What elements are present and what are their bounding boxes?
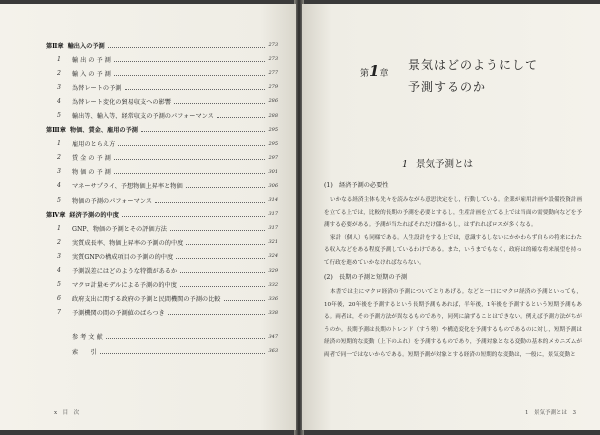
toc-number: 5 (57, 281, 61, 289)
toc-leader-dots (108, 47, 266, 48)
toc-leader-dots (168, 314, 266, 315)
toc-page-number: 273 (268, 42, 278, 49)
toc-title: 為替レートの予測 (72, 84, 122, 92)
toc-item-row (46, 221, 278, 235)
toc-leader-dots (141, 131, 265, 132)
toc-number: 1 (57, 140, 61, 148)
toc-item-row (46, 165, 278, 179)
toc-page-number: 295 (268, 140, 278, 147)
toc-item-row (46, 278, 278, 292)
chapter-title (408, 54, 538, 98)
toc-title: 賃 金 の 予 測 (72, 155, 111, 163)
section-number: 1 (402, 159, 409, 170)
toc-leader-dots (114, 173, 266, 174)
paragraph: いかなる経済主体も先々を読みながら意思決定をし，行動している。企業が雇用計画や設備投資計画を立てる上では，比較的長期の予測を必要とするし，生産計画を立てる上では当面の需要動向などを予測する必要がある。予測が当たればそれだけ儲かるし，はずれればロスが多くなる。 (324, 197, 582, 229)
toc-page-number: 321 (268, 239, 278, 246)
toc-leader-dots (114, 75, 266, 76)
toc-leader-dots (125, 89, 266, 90)
toc-title: 物 価 の 予 測 (72, 169, 111, 177)
toc-leader-dots (176, 258, 265, 259)
toc-item-row (46, 108, 278, 122)
toc-leader-dots (174, 103, 265, 104)
right-page-footer: 1 景気予測とは 3 (525, 410, 576, 416)
left-page-footer: x 目 次 (54, 410, 80, 416)
toc-title: 輸 入 の 予 測 (72, 70, 111, 78)
toc-number: 第Ⅲ章 (46, 127, 66, 135)
toc-item-row (46, 179, 278, 193)
toc-page-number: 324 (268, 253, 278, 260)
toc-title: 経済予測の的中度 (69, 211, 119, 219)
toc-leader-dots (186, 244, 265, 245)
toc-title: 雇用のとらえ方 (72, 141, 116, 149)
toc-item-row (46, 151, 278, 165)
toc-page-number: 314 (268, 197, 278, 204)
chapter-label-prefix: 第 (360, 69, 370, 79)
toc-number: 5 (57, 112, 61, 120)
toc-leader-dots (114, 159, 266, 160)
toc-number: 3 (57, 252, 61, 260)
toc-title: 政府支出に関する政府の予測と民間機関の予測の比較 (72, 296, 221, 304)
toc-item-row (46, 292, 278, 306)
toc-page-number: 336 (268, 295, 278, 302)
section-title-text: 景気予測とは (416, 159, 474, 170)
section-title (402, 156, 473, 170)
body-text-2 (324, 286, 582, 362)
toc-leader-dots (114, 61, 266, 62)
toc-item-row (46, 306, 278, 320)
toc-number: 4 (57, 182, 61, 190)
toc-leader-dots (122, 216, 266, 217)
toc-chapter-row (46, 207, 278, 221)
toc-item-row (46, 235, 278, 249)
toc-number: 1 (57, 55, 61, 63)
toc-number: 4 (57, 267, 61, 275)
toc-title: マクロ計量モデルによる予測の的中度 (72, 282, 177, 290)
toc-page-number: 347 (268, 333, 278, 340)
toc-leader-dots (180, 272, 265, 273)
toc-item-row (46, 94, 278, 108)
toc-item-row (46, 66, 278, 80)
toc-page-number: 301 (268, 168, 278, 175)
table-of-contents (46, 38, 278, 358)
chapter-title-line1: 景気はどのようにして (408, 58, 539, 72)
toc-page-number: 317 (268, 225, 278, 232)
toc-title: 索 引 (72, 348, 97, 356)
toc-chapter-row (46, 38, 278, 52)
toc-leader-dots (106, 338, 266, 339)
body-text-1 (324, 194, 582, 270)
toc-number: 7 (57, 309, 61, 317)
toc-page-number: 306 (268, 182, 278, 189)
toc-number: 2 (57, 154, 61, 162)
toc-number: 3 (57, 83, 61, 91)
toc-leader-dots (170, 230, 265, 231)
toc-item-row (46, 264, 278, 278)
toc-number: 第Ⅳ章 (46, 211, 66, 219)
toc-title: 実質GNPの構成項目の予測の的中度 (72, 253, 174, 261)
toc-spacer (46, 320, 278, 330)
toc-title: 実質成長率、物価上昇率の予測の的中度 (72, 239, 184, 247)
toc-title: マネーサプライ、予想物価上昇率と物価 (72, 183, 183, 191)
toc-number: 3 (57, 168, 61, 176)
toc-page-number: 338 (268, 309, 278, 316)
toc-item-row (46, 344, 278, 358)
toc-title: GNP、物価の予測とその評価方法 (72, 225, 167, 233)
toc-title: 輸出等、輸入等、経常収支の予測のパフォーマンス (72, 113, 214, 121)
chapter-title-line2: 予測するのか (408, 80, 487, 94)
toc-leader-dots (100, 353, 266, 354)
toc-number: 6 (57, 295, 61, 303)
toc-item-row (46, 330, 278, 344)
toc-page-number: 277 (268, 70, 278, 77)
toc-title: 輸 出 の 予 測 (72, 56, 111, 64)
toc-leader-dots (186, 187, 266, 188)
toc-number: 2 (57, 69, 61, 77)
toc-title: 輸出入の予測 (67, 42, 105, 50)
toc-title: 為替レート変化の貿易収支への影響 (72, 98, 171, 106)
toc-title: 物価、賃金、雇用の予測 (69, 127, 138, 135)
chapter-label (360, 62, 388, 80)
chapter-number: 1 (369, 62, 380, 80)
paragraph: 本書では主にマクロ経済の予測についてとりあげる。などと一口にマクロ経済の予測といっても，10年後，20年後を予測するという長期予測もあれば，半年後，1年後を予測するという短期予測もある。両者は，その予測方法が異なるものであり，同列に論ずることはできない。例えば予測方法がちがうのか。長期予測は長期のトレンド（すう勢）や構造変化を予測するものであるのに対し，短期予測は経済の短期的な変動（上下のふれ）を予測するものであり，予測対象となる変動の基本的メカニズムが両者で同一ではないからである。短期予測が対象とする経済の短期的な変動は，一般に，景気変動と (324, 289, 582, 358)
toc-title: 参 考 文 献 (72, 334, 103, 342)
toc-title: 予測誤差にはどのような特徴があるか (72, 268, 178, 276)
toc-page-number: 363 (268, 348, 278, 355)
toc-page-number: 288 (268, 112, 278, 119)
chapter-label-suffix: 章 (379, 69, 389, 79)
toc-number: 5 (57, 196, 61, 204)
toc-chapter-row (46, 123, 278, 137)
toc-title: 物価の予測のパフォーマンス (72, 197, 152, 205)
toc-item-row (46, 193, 278, 207)
right-page (302, 4, 600, 430)
toc-page-number: 297 (268, 154, 278, 161)
subsection-heading-1: (1) 経済予測の必要性 (324, 182, 389, 189)
toc-leader-dots (180, 286, 266, 287)
toc-item-row (46, 80, 278, 94)
toc-title: 予測機関の間の予測値のばらつき (72, 310, 165, 318)
toc-page-number: 329 (268, 267, 278, 274)
toc-page-number: 332 (268, 281, 278, 288)
subsection-heading-2: (2) 長期の予測と短期の予測 (324, 274, 408, 281)
toc-page-number: 279 (268, 84, 278, 91)
left-page (0, 4, 296, 430)
toc-leader-dots (217, 117, 266, 118)
toc-number: 2 (57, 238, 61, 246)
toc-item-row (46, 137, 278, 151)
toc-page-number: 295 (268, 126, 278, 133)
toc-page-number: 286 (268, 98, 278, 105)
toc-item-row (46, 52, 278, 66)
toc-leader-dots (155, 202, 266, 203)
paragraph: 家計（個人）も同様である。人生設計をする上では，意識するしないにかかわらず自らの将来にわたる収入などをある程度予測しているわけである。また，いうまでもなく，政府は的確な将来展望を持って行政を進めていかなければならない。 (324, 234, 582, 266)
toc-page-number: 273 (268, 56, 278, 63)
toc-page-number: 317 (268, 211, 278, 218)
toc-item-row (46, 249, 278, 263)
toc-number: 第Ⅱ章 (46, 42, 64, 50)
toc-number: 4 (57, 97, 61, 105)
toc-leader-dots (224, 300, 266, 301)
toc-leader-dots (118, 145, 265, 146)
toc-number: 1 (57, 224, 61, 232)
